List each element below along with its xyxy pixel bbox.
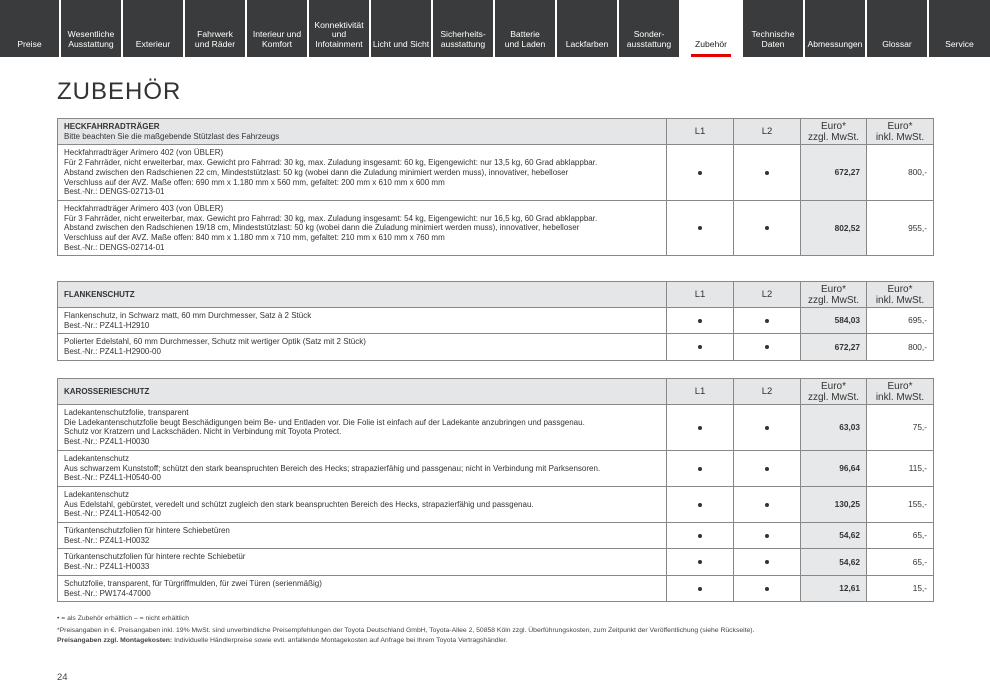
section-title xyxy=(58,379,667,405)
available-dot-icon xyxy=(698,345,702,349)
availability-l1 xyxy=(667,575,734,601)
availability-l2 xyxy=(734,145,801,201)
available-dot-icon xyxy=(765,426,769,430)
availability-l2 xyxy=(734,523,801,549)
table-row xyxy=(58,575,934,601)
item-description: Türkantenschutzfolien für hintere rechte Schiebetür Best.-Nr.: PZ4L1-H0033 xyxy=(58,549,667,575)
available-dot-icon xyxy=(765,467,769,471)
availability-l1 xyxy=(667,450,734,486)
price-gross: 115,- xyxy=(867,450,934,486)
section-subtitle: Bitte beachten Sie die maßgebende Stützlast des Fahrzeugs xyxy=(64,131,280,141)
mounting-footnote-label: Preisangaben zzgl. Montagekosten: xyxy=(57,637,173,644)
availability-l1 xyxy=(667,486,734,522)
table-row xyxy=(58,549,934,575)
price-gross: 65,- xyxy=(867,523,934,549)
column-l1: L1 xyxy=(667,119,734,145)
price-net: 54,62 xyxy=(801,523,867,549)
section-title-text: HECKFAHRRADTRÄGER xyxy=(64,122,160,131)
available-dot-icon xyxy=(698,560,702,564)
section-header xyxy=(58,119,934,145)
availability-l1 xyxy=(667,145,734,201)
nav-tab-interieur-und-komfort[interactable]: Interieur und Komfort xyxy=(247,0,309,57)
table-row xyxy=(58,486,934,522)
nav-tab-sicherheits-ausstattung[interactable]: Sicherheits- ausstattung xyxy=(433,0,495,57)
nav-tab-lackfarben[interactable]: Lackfarben xyxy=(557,0,619,57)
item-description: Heckfahrradträger Arimero 402 (von ÜBLER) Für 2 Fahrräder, nicht erweiterbar, max. Gewicht pro Fahrrad: 30 kg, max. Zuladung insgesamt: 60 kg, Eigengewicht: nur 13,5 kg, 60 Grad abklappbar. Abstand zwischen den Radschienen 22 cm, Mindeststützlast: 50 kg (wobei dann die Zuladung minimiert werden muss), innovativer, hebelloser Verschluss auf der AVZ. Maße offen: 690 mm x 1.180 mm x 560 mm, gefaltet: 200 mm x 610 mm x 600 mm Best.-Nr.: DENGS-02713-01 xyxy=(58,145,667,201)
column-net-price: Euro* zzgl. MwSt. xyxy=(801,379,867,405)
available-dot-icon xyxy=(765,226,769,230)
nav-tab-wesentliche-ausstattung[interactable]: Wesentliche Ausstattung xyxy=(61,0,123,57)
availability-l2 xyxy=(734,549,801,575)
section-title-text: FLANKENSCHUTZ xyxy=(64,289,135,299)
available-dot-icon xyxy=(765,345,769,349)
availability-l2 xyxy=(734,308,801,334)
section-table-karosserieschutz xyxy=(57,378,934,602)
table-row xyxy=(58,145,934,201)
column-l1: L1 xyxy=(667,379,734,405)
table-row xyxy=(58,200,934,256)
available-dot-icon xyxy=(765,560,769,564)
price-net: 54,62 xyxy=(801,549,867,575)
table-row xyxy=(58,405,934,451)
column-l2: L2 xyxy=(734,119,801,145)
price-net: 584,03 xyxy=(801,308,867,334)
availability-l1 xyxy=(667,200,734,256)
nav-tab-fahrwerk-und-räder[interactable]: Fahrwerk und Räder xyxy=(185,0,247,57)
section-table-flankenschutz xyxy=(57,281,934,361)
availability-l1 xyxy=(667,549,734,575)
price-gross: 695,- xyxy=(867,308,934,334)
available-dot-icon xyxy=(698,226,702,230)
price-net: 96,64 xyxy=(801,450,867,486)
column-l2: L2 xyxy=(734,379,801,405)
nav-tab-konnektivität-und-infotainment[interactable]: Konnektivität und Infotainment xyxy=(309,0,371,57)
availability-legend: • = als Zubehör erhältlich – = nicht erhältlich xyxy=(57,615,189,622)
price-net: 672,27 xyxy=(801,145,867,201)
available-dot-icon xyxy=(698,171,702,175)
table-row xyxy=(58,523,934,549)
price-net: 672,27 xyxy=(801,334,867,360)
item-description: Ladekantenschutzfolie, transparent Die Ladekantenschutzfolie beugt Beschädigungen beim Be- und Entladen vor. Die Folie ist einfach auf der Ladekante anzubringen und passgenau. Schutz vor Kratzern und Lackschäden. Nicht in Verbindung mit Toyota Protect. Best.-Nr.: PZ4L1-H0030 xyxy=(58,405,667,451)
price-gross: 955,- xyxy=(867,200,934,256)
nav-tab-licht-und-sicht[interactable]: Licht und Sicht xyxy=(371,0,433,57)
availability-l2 xyxy=(734,486,801,522)
price-gross: 155,- xyxy=(867,486,934,522)
price-net: 802,52 xyxy=(801,200,867,256)
availability-l1 xyxy=(667,308,734,334)
nav-tab-technische-daten[interactable]: Technische Daten xyxy=(743,0,805,57)
column-gross-price: Euro* inkl. MwSt. xyxy=(867,379,934,405)
nav-tab-service[interactable]: Service xyxy=(929,0,990,57)
available-dot-icon xyxy=(698,319,702,323)
availability-l2 xyxy=(734,200,801,256)
item-description: Türkantenschutzfolien für hintere Schiebetüren Best.-Nr.: PZ4L1-H0032 xyxy=(58,523,667,549)
price-net: 130,25 xyxy=(801,486,867,522)
section-title xyxy=(58,119,667,145)
nav-tab-preise[interactable]: Preise xyxy=(0,0,61,57)
availability-l2 xyxy=(734,575,801,601)
available-dot-icon xyxy=(698,467,702,471)
section-title-text: KAROSSERIESCHUTZ xyxy=(64,386,150,396)
section-header xyxy=(58,379,934,405)
item-description: Schutzfolie, transparent, für Türgriffmulden, für zwei Türen (serienmäßig) Best.-Nr.: PW174-47000 xyxy=(58,575,667,601)
price-gross: 800,- xyxy=(867,145,934,201)
available-dot-icon xyxy=(765,587,769,591)
mounting-footnote-text: Individuelle Händlerpreise sowie evtl. anfallende Montagekosten auf Anfrage bei Ihrem Toyota Vertragshändler. xyxy=(172,637,508,644)
availability-l1 xyxy=(667,334,734,360)
top-navigation xyxy=(0,0,990,57)
mounting-footnote xyxy=(57,637,508,646)
available-dot-icon xyxy=(698,534,702,538)
availability-l2 xyxy=(734,450,801,486)
item-description: Ladekantenschutz Aus Edelstahl, gebürstet, veredelt und schützt zugleich den stark beanspruchten Bereich des Hecks, strapazierfähig und passgenau. Best.-Nr.: PZ4L1-H0542-00 xyxy=(58,486,667,522)
available-dot-icon xyxy=(765,534,769,538)
available-dot-icon xyxy=(698,587,702,591)
available-dot-icon xyxy=(698,426,702,430)
price-gross: 65,- xyxy=(867,549,934,575)
item-description: Flankenschutz, in Schwarz matt, 60 mm Durchmesser, Satz à 2 Stück Best.-Nr.: PZ4L1-H2910 xyxy=(58,308,667,334)
available-dot-icon xyxy=(765,171,769,175)
available-dot-icon xyxy=(765,319,769,323)
price-gross: 800,- xyxy=(867,334,934,360)
availability-l1 xyxy=(667,523,734,549)
table-row xyxy=(58,450,934,486)
column-l1: L1 xyxy=(667,282,734,308)
column-l2: L2 xyxy=(734,282,801,308)
table-row xyxy=(58,334,934,360)
price-gross: 75,- xyxy=(867,405,934,451)
nav-tab-zubehör[interactable]: Zubehör xyxy=(681,0,743,57)
page-title: ZUBEHÖR xyxy=(57,78,182,105)
column-gross-price: Euro* inkl. MwSt. xyxy=(867,119,934,145)
page-number: 24 xyxy=(57,672,68,683)
availability-l2 xyxy=(734,334,801,360)
nav-tab-glossar[interactable]: Glossar xyxy=(867,0,929,57)
nav-tab-batterie-und-laden[interactable]: Batterie und Laden xyxy=(495,0,557,57)
item-description: Polierter Edelstahl, 60 mm Durchmesser, Schutz mit wertiger Optik (Satz mit 2 Stück) Best.-Nr.: PZ4L1-H2900-00 xyxy=(58,334,667,360)
item-description: Heckfahrradträger Arimero 403 (von ÜBLER) Für 3 Fahrräder, nicht erweiterbar, max. Gewicht pro Fahrrad: 30 kg, max. Zuladung insgesamt: 54 kg, Eigengewicht: nur 16,5 kg, 60 Grad abklappbar. Abstand zwischen den Radschienen 19/18 cm, Mindeststützlast: 50 kg (wobei dann die Zuladung minimiert werden muss), innovativer, hebelloser Verschluss auf der AVZ. Maße offen: 840 mm x 1.180 mm x 710 mm, gefaltet: 210 mm x 610 mm x 760 mm Best.-Nr.: DENGS-02714-01 xyxy=(58,200,667,256)
section-table-heckfahrradträger xyxy=(57,118,934,256)
nav-tab-exterieur[interactable]: Exterieur xyxy=(123,0,185,57)
price-net: 63,03 xyxy=(801,405,867,451)
column-net-price: Euro* zzgl. MwSt. xyxy=(801,282,867,308)
availability-l1 xyxy=(667,405,734,451)
column-gross-price: Euro* inkl. MwSt. xyxy=(867,282,934,308)
section-title xyxy=(58,282,667,308)
nav-tab-sonder-ausstattung[interactable]: Sonder- ausstattung xyxy=(619,0,681,57)
available-dot-icon xyxy=(765,503,769,507)
price-footnote: *Preisangaben in €. Preisangaben inkl. 19% MwSt. sind unverbindliche Preisempfehlungen der Toyota Deutschland GmbH, Toyota-Allee 2, 50858 Köln zzgl. Überführungskosten, zum Zeitpunkt der Veröffentlichung (siehe Rückseite). xyxy=(57,627,755,634)
availability-l2 xyxy=(734,405,801,451)
price-net: 12,61 xyxy=(801,575,867,601)
price-gross: 15,- xyxy=(867,575,934,601)
table-row xyxy=(58,308,934,334)
column-net-price: Euro* zzgl. MwSt. xyxy=(801,119,867,145)
nav-tab-abmessungen[interactable]: Abmessungen xyxy=(805,0,867,57)
available-dot-icon xyxy=(698,503,702,507)
section-header xyxy=(58,282,934,308)
item-description: Ladekantenschutz Aus schwarzem Kunststoff; schützt den stark beanspruchten Bereich des Hecks; strapazierfähig und passgenau; nicht in Verbindung mit Parksensoren. Best.-Nr.: PZ4L1-H0540-00 xyxy=(58,450,667,486)
